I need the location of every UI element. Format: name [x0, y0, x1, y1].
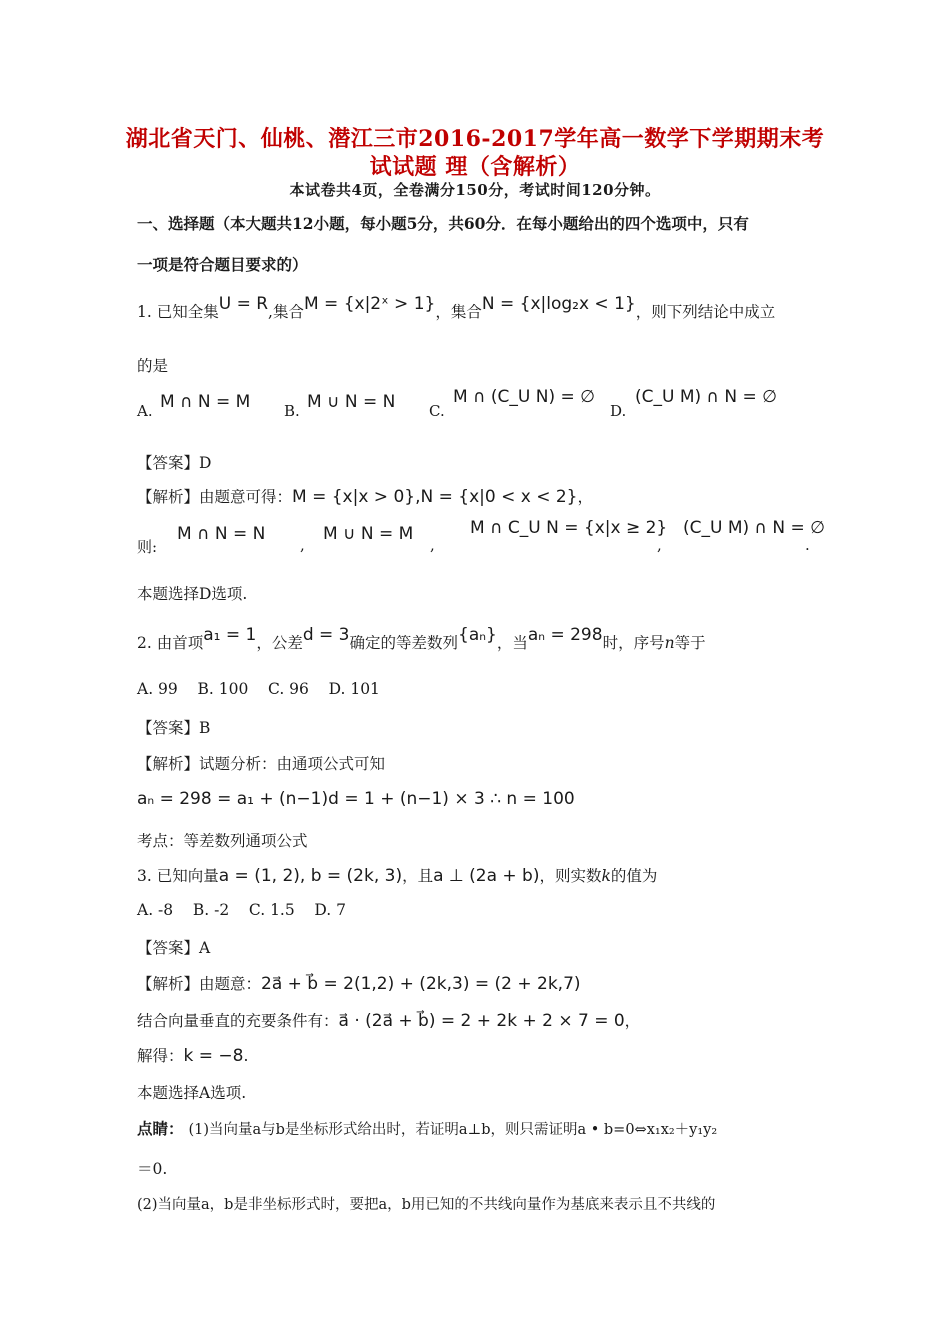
- document-title-line1: 湖北省天门、仙桃、潜江三市2016-2017学年高一数学下学期期末考: [125, 126, 825, 152]
- q3-solve: 解得：k = −8.: [137, 1046, 249, 1066]
- q2-answer: 【答案】B: [137, 719, 211, 737]
- q1-answer: 【答案】D: [137, 454, 212, 472]
- q1-then-item-4: (C_U M) ∩ N = ∅: [683, 518, 825, 538]
- q1-analysis-math: M = {x|x > 0},N = {x|0 < x < 2}: [292, 487, 578, 507]
- tips-line2: (2)当向量a，b是非坐标形式时，要把a，b用已知的不共线向量作为基底来表示且不共线的: [137, 1197, 716, 1213]
- q1-math-m: M = {x|2ˣ > 1}: [303, 294, 436, 314]
- q1-option-b: B.: [284, 402, 300, 420]
- q1-option-c: C.: [429, 402, 445, 420]
- section-heading-part2: 一项是符合题目要求的）: [137, 255, 308, 274]
- q1-then-item-3: M ∩ C_U N = {x|x ≥ 2}: [470, 518, 668, 538]
- q3-options: A. -8 B. -2 C. 1.5 D. 7: [137, 901, 347, 919]
- q1-stem: 1. 已知全集U = R,集合M = {x|2ˣ > 1}，集合N = {x|log₂x < 1}，则下列结论中成立: [137, 294, 776, 321]
- q3-math-vectors: a = (1, 2), b = (2k, 3): [218, 866, 403, 886]
- q1-option-a: A.: [137, 402, 153, 420]
- q2-point: 考点：等差数列通项公式: [137, 832, 308, 850]
- q2-options: A. 99 B. 100 C. 96 D. 101: [137, 680, 380, 698]
- q3-analysis: 【解析】由题意：2a⃗ + b⃗ = 2(1,2) + (2k,3) = (2 + 2k,7): [137, 974, 581, 994]
- q1-then-sep-1: ,: [300, 536, 305, 554]
- tips-line1-end: ＝0.: [137, 1160, 168, 1178]
- q2-math-an: aₙ = 298: [527, 625, 603, 645]
- q1-option-c-math: M ∩ (C_U N) = ∅: [453, 387, 595, 407]
- q1-math-u: U = R: [218, 294, 269, 314]
- q1-analysis: 【解析】由题意可得：M = {x|x > 0},N = {x|0 < x < 2}，: [137, 487, 593, 507]
- q1-option-d-math: (C_U M) ∩ N = ∅: [635, 387, 777, 407]
- q3-math-perp: a ⊥ (2a + b): [433, 866, 540, 886]
- q3-answer: 【答案】A: [137, 939, 211, 957]
- q1-then-sep-3: ,: [657, 536, 662, 554]
- q2-stem: 2. 由首项a₁ = 1，公差d = 3确定的等差数列{aₙ}，当aₙ = 298时，序号n等于: [137, 625, 706, 652]
- q1-then-label: 则:: [137, 538, 158, 556]
- q1-stem-cont: 的是: [137, 357, 169, 375]
- q1-option-d: D.: [610, 402, 627, 420]
- document-title-line2: 试试题 理（含解析）: [369, 154, 581, 180]
- q1-math-n: N = {x|log₂x < 1}: [481, 294, 636, 314]
- q3-solve-math: k = −8: [183, 1046, 244, 1066]
- exam-info: 本试卷共4页，全卷满分150分，考试时间120分钟。: [289, 181, 661, 199]
- q2-math-d: d = 3: [302, 625, 350, 645]
- q1-conclusion: 本题选择D选项.: [137, 585, 248, 603]
- q1-then-item-1: M ∩ N = N: [177, 524, 266, 544]
- tips-label: 点睛：: [137, 1119, 184, 1138]
- section-heading-part1: 一、选择题（本大题共12小题，每小题5分，共60分．在每小题给出的四个选项中，只有: [137, 214, 749, 233]
- q2-math-a1: a₁ = 1: [203, 625, 257, 645]
- q1-then-end: .: [805, 536, 810, 554]
- q3-stem: 3. 已知向量a = (1, 2), b = (2k, 3)，且a ⊥ (2a + b)，则实数k的值为: [137, 866, 658, 886]
- q2-analysis: 【解析】试题分析：由通项公式可知: [137, 755, 386, 773]
- q2-formula: aₙ = 298 = a₁ + (n−1)d = 1 + (n−1) × 3 ∴ n = 100: [137, 789, 575, 809]
- q3-combine-math: a⃗ · (2a⃗ + b⃗) = 2 + 2k + 2 × 7 = 0: [338, 1011, 625, 1031]
- q3-combine: 结合向量垂直的充要条件有：a⃗ · (2a⃗ + b⃗) = 2 + 2k + 2 × 7 = 0，: [137, 1011, 641, 1031]
- q2-math-seq: {aₙ}: [458, 625, 497, 645]
- q3-analysis-math: 2a⃗ + b⃗ = 2(1,2) + (2k,3) = (2 + 2k,7): [261, 974, 581, 994]
- q1-then-item-2: M ∪ N = M: [323, 524, 414, 544]
- tips-line1: 点睛： (1)当向量a与b是坐标形式给出时，若证明a⊥b，则只需证明a • b=0⇔x₁x₂＋y₁y₂: [137, 1119, 718, 1138]
- q3-conclusion: 本题选择A选项.: [137, 1084, 247, 1102]
- q1-then-sep-2: ,: [430, 536, 435, 554]
- q1-option-b-math: M ∪ N = N: [307, 392, 396, 412]
- q1-option-a-math: M ∩ N = M: [160, 392, 251, 412]
